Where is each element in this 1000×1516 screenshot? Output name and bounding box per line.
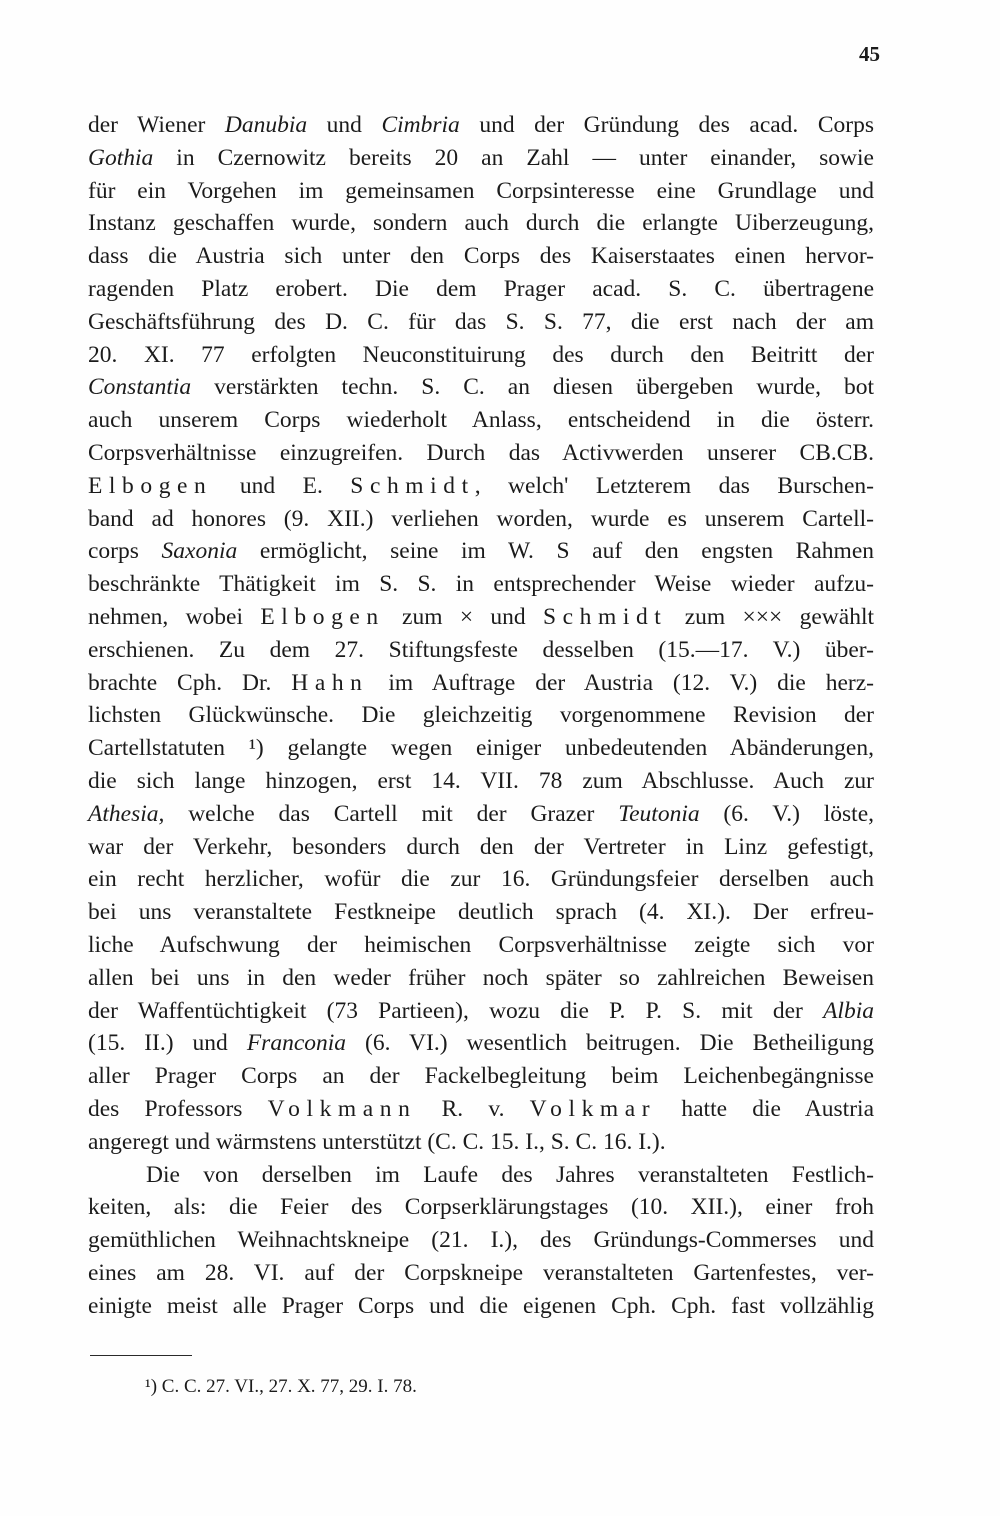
text-segment: eines am 28. VI. auf der Corpskneipe veranstalteten Gartenfestes, ver- [88, 1259, 874, 1286]
text-segment: nehmen, wobei [88, 603, 261, 630]
footnote-divider [90, 1355, 192, 1356]
text-segment: der Waffentüchtigkeit (73 Partieen), wozu die P. P. S. mit der [88, 997, 824, 1024]
text-line [88, 142, 874, 175]
text-line [88, 699, 874, 732]
text-line [88, 896, 874, 929]
italic-name: Franconia [246, 1030, 347, 1057]
text-segment: (15. II.) und [88, 1030, 247, 1057]
text-segment: R. v. [416, 1095, 530, 1122]
italic-name: Athesia, [88, 800, 165, 827]
text-segment: in Czernowitz bereits 20 an Zahl — unter einander, sowie [153, 144, 874, 171]
text-segment: Geschäftsführung des D. C. für das S. S. 77, die erst nach der am [88, 308, 874, 335]
text-line [88, 1191, 874, 1224]
text-segment: zum × und [384, 603, 544, 630]
italic-name: Constantia [88, 374, 192, 401]
text-line [88, 437, 874, 470]
text-line [88, 109, 874, 142]
text-segment: lichsten Glückwünsche. Die gleichzeitig vorgenommene Revision der [88, 702, 874, 729]
text-segment: aller Prager Corps an der Fackelbegleitung beim Leichenbegängnisse [88, 1063, 874, 1090]
text-line [88, 1060, 874, 1093]
text-segment: ein recht herzlicher, wofür die zur 16. Gründungsfeier derselben auch [88, 866, 874, 893]
text-segment: angeregt und wärmstens unterstützt (C. C. 15. I., S. C. 16. I.). [88, 1128, 666, 1155]
footnote: ¹) C. C. 27. VI., 27. X. 77, 29. I. 78. [145, 1376, 417, 1397]
text-segment: und E. [212, 472, 351, 499]
text-line [88, 634, 874, 667]
italic-name: Saxonia [161, 538, 238, 565]
text-segment: hatte die Austria [656, 1095, 874, 1122]
text-segment: ragenden Platz erobert. Die dem Prager acad. S. C. übertragene [88, 275, 874, 302]
text-line [88, 175, 874, 208]
text-line [88, 601, 874, 634]
text-segment: welche das Cartell mit der Grazer [164, 800, 619, 827]
text-line [88, 1093, 874, 1126]
text-segment: der Wiener [88, 112, 225, 138]
text-line [88, 339, 874, 372]
text-line [88, 995, 874, 1028]
text-segment: brachte Cph. Dr. [88, 669, 292, 696]
text-segment: (6. VI.) wesentlich beitrugen. Die Betheiligung [346, 1030, 874, 1057]
text-segment: und [307, 112, 382, 138]
text-segment: gemüthlichen Weihnachtskneipe (21. I.), des Gründungs-Commerses und [88, 1227, 874, 1254]
text-segment: corps [88, 538, 162, 565]
text-line [88, 207, 874, 240]
text-line [88, 667, 874, 700]
spaced-name: Hahn [291, 669, 369, 696]
text-line [88, 404, 874, 437]
text-segment: erschienen. Zu dem 27. Stiftungsfeste desselben (15.—17. V.) über- [88, 636, 874, 663]
text-line [88, 371, 874, 404]
text-segment: und der Gründung des acad. Corps [459, 112, 874, 138]
text-segment: bei uns veranstaltete Festkneipe deutlich sprach (4. XI.). Der erfreu- [88, 899, 874, 926]
text-segment: die sich lange hinzogen, erst 14. VII. 78 zum Abschlusse. Auch zur [88, 767, 874, 794]
text-segment: dass die Austria sich unter den Corps des Kaiserstaates einen hervor- [88, 243, 874, 270]
text-line [88, 962, 874, 995]
text-segment: für ein Vorgehen im gemeinsamen Corpsinteresse eine Grundlage und [88, 177, 874, 204]
text-line [88, 929, 874, 962]
text-segment: allen bei uns in den weder früher noch später so zahlreichen Beweisen [88, 964, 874, 991]
text-segment: keiten, als: die Feier des Corpserklärungstages (10. XII.), einer froh [88, 1194, 874, 1221]
text-line [88, 535, 874, 568]
text-segment: ermöglicht, seine im W. S auf den engsten Rahmen [237, 538, 874, 565]
italic-name: Teutonia [618, 800, 700, 827]
spaced-name: Volkmann [267, 1095, 417, 1122]
text-line [88, 1290, 874, 1323]
text-segment: Corpsverhältnisse einzugreifen. Durch das Activwerden unserer CB.CB. [88, 439, 874, 466]
text-line [88, 306, 874, 339]
text-segment: liche Aufschwung der heimischen Corpsverhältnisse zeigte sich vor [88, 931, 874, 958]
text-segment: im Auftrage der Austria (12. V.) die herz- [368, 669, 874, 696]
text-segment: 20. XI. 77 erfolgten Neuconstituirung des durch den Beitritt der [88, 341, 874, 368]
text-segment: einigte meist alle Prager Corps und die eigenen Cph. Cph. fast vollzählig [88, 1292, 874, 1319]
text-line [88, 240, 874, 273]
text-line [88, 863, 874, 896]
text-segment: Cartellstatuten ¹) gelangte wegen einiger unbedeutenden Abänderungen, [88, 735, 874, 762]
text-line [88, 1257, 874, 1290]
italic-name: Cimbria [381, 112, 460, 138]
text-segment: Die von derselben im Laufe des Jahres veranstalteten Festlich- [146, 1161, 874, 1188]
page-number: 45 [859, 42, 880, 66]
spaced-name: Schmidt [543, 603, 668, 630]
spaced-name: Elbogen [88, 472, 213, 499]
italic-name: Gothia [88, 144, 154, 171]
italic-name: Danubia [224, 112, 308, 138]
spaced-name: Schmidt [350, 472, 475, 499]
text-line [88, 1159, 874, 1192]
text-line [88, 1224, 874, 1257]
text-line [88, 503, 874, 536]
text-line [88, 273, 874, 306]
text-line [88, 831, 874, 864]
spaced-name: Volkmar [529, 1095, 657, 1122]
text-segment: auch unserem Corps wiederholt Anlass, entscheidend in die österr. [88, 407, 874, 434]
text-segment: , welch' Letzterem das Burschen- [474, 472, 874, 499]
text-line [88, 568, 874, 601]
text-line [88, 1126, 874, 1159]
text-segment: Instanz geschaffen wurde, sondern auch durch die erlangte Uiberzeugung, [88, 210, 874, 237]
text-line [88, 470, 874, 503]
text-segment: band ad honores (9. XII.) verliehen worden, wurde es unserem Cartell- [88, 505, 874, 532]
text-line [88, 732, 874, 765]
text-segment: war der Verkehr, besonders durch den der Vertreter in Linz gefestigt, [88, 833, 874, 860]
text-line [88, 765, 874, 798]
body-text [88, 109, 874, 1322]
text-segment: zum ××× gewählt [667, 603, 875, 630]
text-segment: verstärkten techn. S. C. an diesen übergeben wurde, bot [191, 374, 874, 401]
text-line [88, 1027, 874, 1060]
italic-name: Albia [823, 997, 874, 1024]
text-segment: (6. V.) löste, [699, 800, 874, 827]
text-segment: beschränkte Thätigkeit im S. S. in entsprechender Weise wieder aufzu- [88, 571, 874, 598]
spaced-name: Elbogen [260, 603, 385, 630]
text-segment: des Professors [88, 1095, 268, 1122]
text-line [88, 798, 874, 831]
